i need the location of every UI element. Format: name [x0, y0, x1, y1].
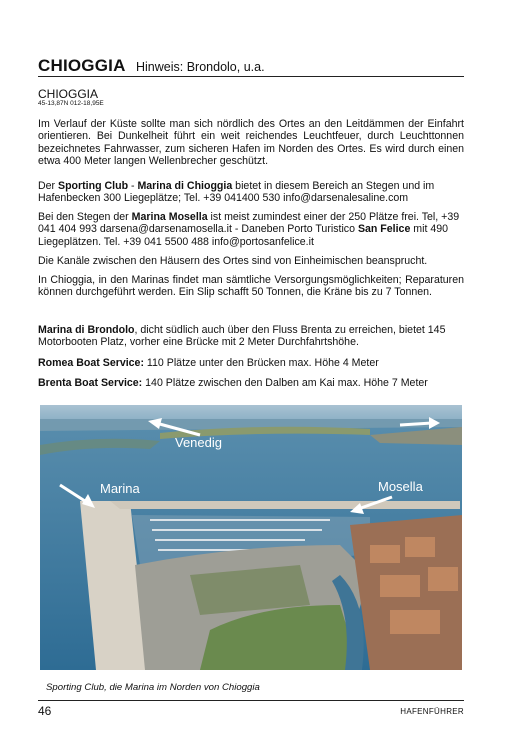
marina-brondolo-name: Marina di Brondolo	[38, 324, 135, 336]
photo-label-venedig: Venedig	[175, 435, 222, 450]
paragraph-supplies: In Chioggia, in den Marinas findet man sämtliche Versorgungsmöglichkeiten; Reparaturen können durchgeführt werden. Ein Slip schafft 50 Tonnen, die Kräne bis zu 7 Tonnen.	[38, 274, 464, 299]
header-hint: Hinweis: Brondolo, u.a.	[136, 60, 265, 74]
location-name: CHIOGGIA	[38, 87, 99, 101]
page-header	[38, 56, 464, 77]
text-run: bietet in diesem Bereich an Stegen und im Hafenbecken 300 Liegeplätze; Tel. +39 041400 530 info@darsenalesaline.com	[38, 180, 435, 205]
paragraph-canals: Die Kanäle zwischen den Häusern des Ortes sind von Einheimischen beansprucht.	[38, 255, 428, 267]
marina-mosella-name: Marina Mosella	[131, 211, 208, 223]
paragraph-brondolo	[38, 324, 464, 349]
text-run: Der	[38, 180, 59, 192]
paragraph-sporting-club	[38, 180, 464, 205]
san-felice-name: San Felice	[357, 223, 411, 236]
photo-caption: Sporting Club, die Marina im Norden von Chioggia	[46, 682, 260, 693]
photo-label-mosella: Mosella	[378, 479, 423, 494]
guide-title: HAFENFÜHRER	[400, 707, 464, 716]
paragraph-approach: Im Verlauf der Küste sollte man sich nördlich des Ortes an den Leitdämmen der Einfahrt orientieren. Bei Dunkelheit führt ein weit reichendes Leuchtfeuer, durch Leuchttonnen bezeichnetes Fahrwasser, zum sicheren Hafen im Norden des Ortes. Es wird durch einen etwa 400 Meter langen Wellenbrecher geschützt.	[38, 118, 464, 167]
text-run: Bei den Stegen der	[38, 211, 132, 223]
page-title: CHIOGGIA	[38, 56, 126, 75]
photo-label-marina: Marina	[100, 481, 140, 496]
brenta-boat-service-name: Brenta Boat Service:	[38, 377, 143, 389]
marina-chioggia-name: Marina di Chioggia	[137, 180, 233, 192]
paragraph-marina-mosella	[38, 211, 464, 248]
text-run: 110 Plätze unter den Brücken max. Höhe 4 Meter	[143, 357, 379, 369]
paragraph-romea	[38, 357, 464, 369]
aerial-photo	[40, 405, 462, 670]
text-run: , dicht südlich auch über den Fluss Brenta zu erreichen, bietet 145 Motorbooten Platz, vorher eine Brücke mit 2 Meter Durchfahrtshöhe.	[38, 324, 446, 349]
footer-rule	[38, 700, 464, 701]
romea-boat-service-name: Romea Boat Service:	[38, 357, 144, 369]
text-run: 140 Plätze zwischen den Dalben am Kai max. Höhe 7 Meter	[142, 377, 428, 389]
text-run: ist meist zumindest einer der 250 Plätze frei. Tel, +39 041 404 993 darsena@darsenamosella.it - Daneben Porto Turistico	[38, 211, 460, 236]
text-run: mit 490 Liegeplätzen. Tel. +39 041 5500 488 info@portosanfelice.it	[38, 223, 449, 248]
page-number: 46	[38, 704, 52, 718]
text-run: -	[128, 180, 138, 192]
paragraph-brenta	[38, 377, 464, 389]
sporting-club-name: Sporting Club	[58, 180, 129, 192]
aerial-photo-illustration	[40, 405, 462, 670]
location-coordinates: 45-13,87N 012-18,95E	[38, 100, 104, 107]
